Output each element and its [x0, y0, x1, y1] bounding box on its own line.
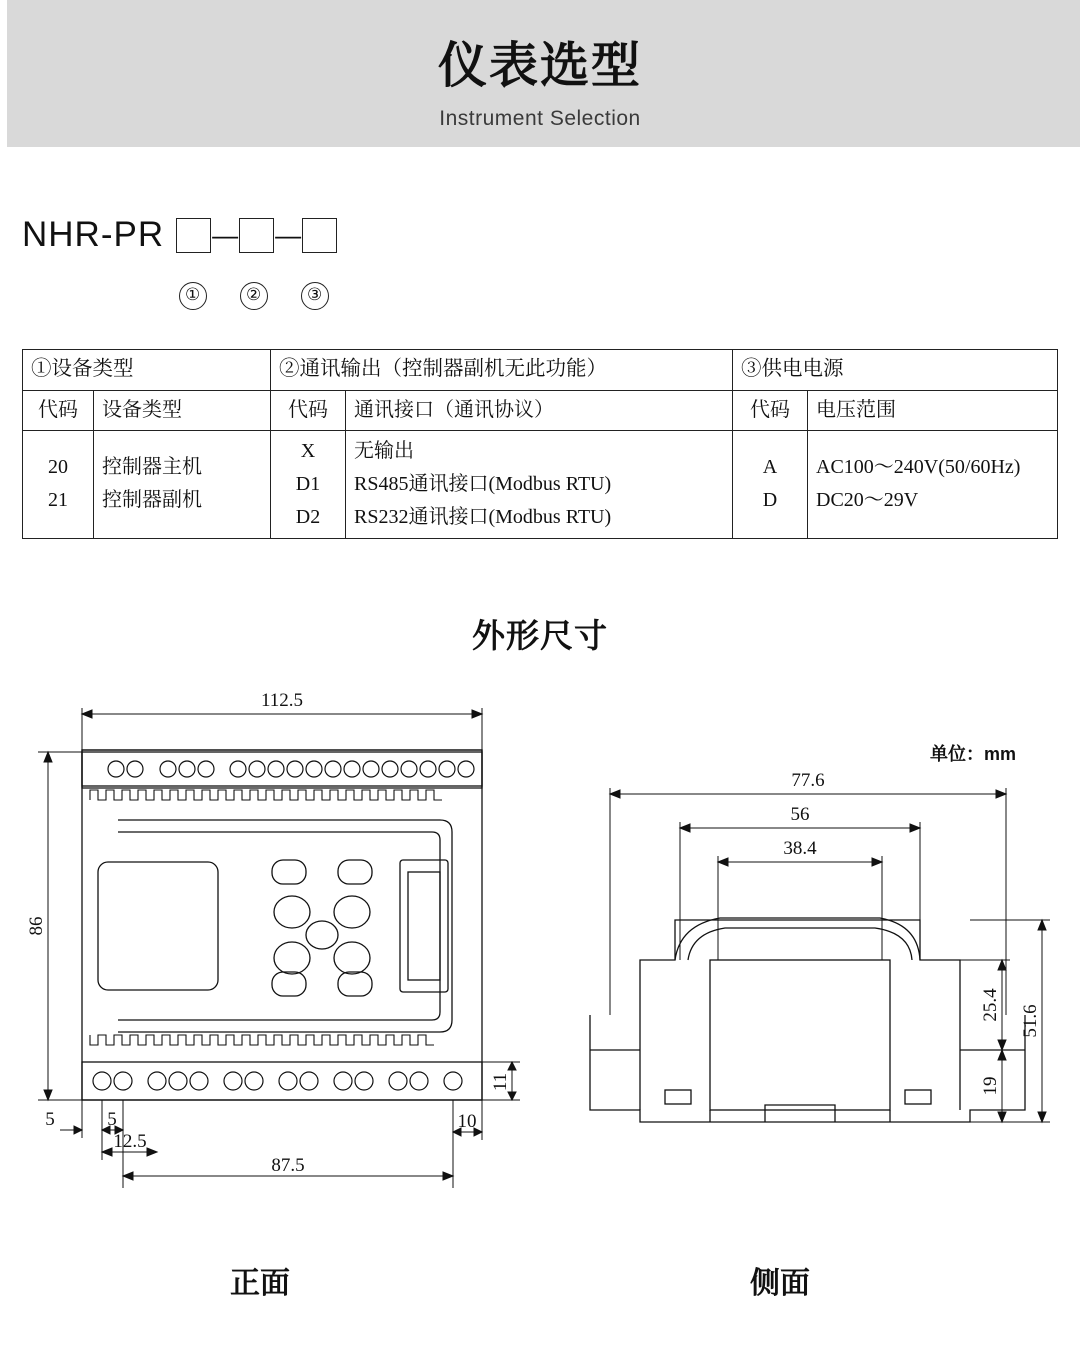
table-subheader-row [23, 390, 1058, 430]
subheader-code-3: 代码 [733, 390, 808, 430]
marker-slot-3 [298, 279, 331, 310]
comm-descs-cell [346, 430, 733, 538]
device-type-codes-cell [23, 430, 94, 538]
front-offset-left-1-label: 5 [45, 1109, 55, 1130]
comm-desc-1: 无输出 [354, 439, 414, 462]
side-height-base-label: 19 [980, 1076, 1001, 1096]
subheader-desc-3: 电压范围 [808, 390, 1058, 430]
model-code-box-1[interactable] [176, 218, 211, 253]
side-view-caption: 侧面 [750, 1267, 810, 1300]
subheader-desc-1: 设备类型 [94, 390, 271, 430]
marker-1: ① [179, 282, 207, 310]
table-group-header-row [23, 350, 1058, 391]
group-header-device-type: ①设备类型 [23, 350, 271, 391]
model-code-row [22, 215, 337, 255]
group-header-comm-output: ②通讯输出（控制器副机无此功能） [271, 350, 733, 391]
side-width-mid-label: 56 [790, 804, 810, 825]
model-code-box-2[interactable] [239, 218, 274, 253]
marker-3: ③ [301, 282, 329, 310]
comm-codes-cell [271, 430, 346, 538]
marker-slot-2 [237, 279, 270, 310]
comm-desc-2: RS485通讯接口(Modbus RTU) [354, 472, 612, 495]
power-descs-cell [808, 430, 1058, 538]
group-header-power-supply: ③供电电源 [733, 350, 1058, 391]
device-code-2: 21 [48, 489, 68, 512]
front-view-caption: 正面 [230, 1267, 290, 1300]
page-subtitle: Instrument Selection [439, 107, 641, 130]
comm-code-1: X [300, 439, 316, 462]
dimensions-section-title: 外形尺寸 [472, 617, 608, 654]
model-code-box-3[interactable] [302, 218, 337, 253]
selection-table [22, 349, 1058, 539]
side-view-drawing [570, 760, 1070, 1180]
model-prefix-label: NHR-PR [22, 215, 165, 254]
side-width-inner-label: 38.4 [783, 838, 817, 859]
power-code-1: A [762, 456, 778, 479]
model-dash-2: — [275, 219, 302, 250]
unit-note: 单位：mm [930, 744, 1017, 764]
table-body-row [23, 430, 1058, 538]
power-desc-2: DC20～29V [816, 489, 919, 512]
power-codes-cell [733, 430, 808, 538]
comm-code-2: D1 [295, 472, 321, 495]
power-code-2: D [762, 489, 778, 512]
page-title: 仪表选型 [437, 39, 642, 93]
device-desc-1: 控制器主机 [102, 456, 202, 479]
marker-slot-1 [176, 279, 209, 310]
device-desc-2: 控制器副机 [102, 489, 202, 512]
model-marker-row [22, 274, 331, 314]
side-height-total-label: 51.6 [1020, 1004, 1041, 1038]
front-width-label: 112.5 [260, 690, 304, 711]
front-bottom-height-label: 11 [490, 1072, 511, 1092]
subheader-code-2: 代码 [271, 390, 346, 430]
front-offset-left-2-label: 5 [107, 1109, 117, 1130]
marker-2: ② [240, 282, 268, 310]
comm-code-3: D2 [295, 505, 321, 528]
subheader-code-1: 代码 [23, 390, 94, 430]
front-height-label: 86 [26, 916, 47, 936]
model-dash-1: — [212, 219, 239, 250]
device-code-1: 20 [48, 456, 68, 479]
front-offset-12-5-label: 12.5 [113, 1131, 147, 1152]
front-offset-right-label: 10 [457, 1111, 477, 1132]
front-view-drawing [20, 690, 540, 1240]
comm-desc-3: RS232通讯接口(Modbus RTU) [354, 505, 612, 528]
side-height-body-label: 25.4 [980, 988, 1001, 1022]
power-desc-1: AC100～240V(50/60Hz) [816, 456, 1021, 479]
subheader-desc-2: 通讯接口（通讯协议） [346, 390, 733, 430]
front-bottom-total-label: 87.5 [271, 1155, 305, 1176]
side-width-outer-label: 77.6 [791, 770, 825, 791]
device-type-descs-cell [94, 430, 271, 538]
